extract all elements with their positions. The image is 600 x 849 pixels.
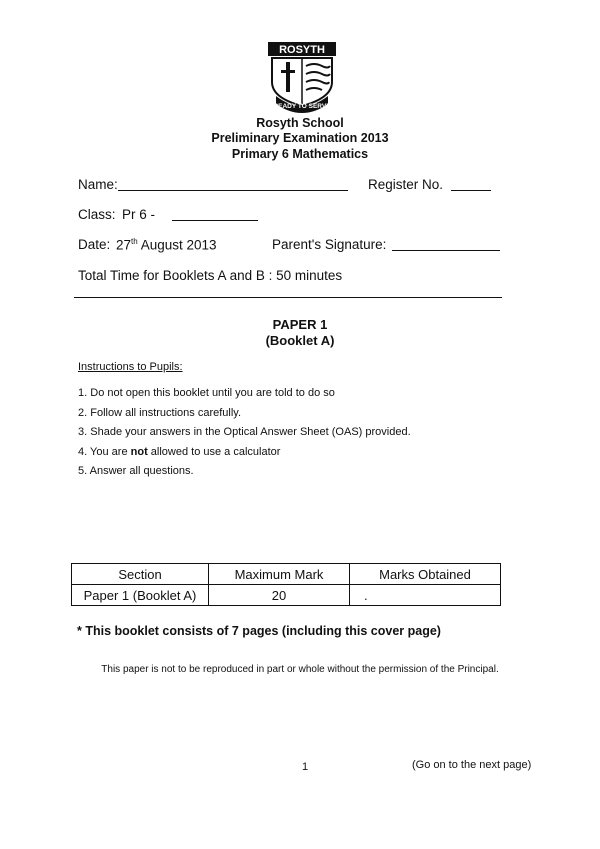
- header-marks-obtained: Marks Obtained: [350, 564, 501, 585]
- instruction-emphasis: not: [130, 445, 148, 458]
- cell-marks-obtained[interactable]: .: [350, 585, 501, 606]
- svg-text:READY TO SERVE: READY TO SERVE: [273, 103, 331, 110]
- register-no-label: Register No.: [368, 177, 444, 192]
- divider: [74, 297, 502, 298]
- instruction-item: [78, 465, 411, 485]
- name-label: Name:: [78, 177, 118, 192]
- date-value: [116, 237, 217, 253]
- cell-section: Paper 1 (Booklet A): [72, 585, 209, 606]
- instruction-item: [78, 407, 411, 427]
- instruction-item: [78, 387, 411, 407]
- date-rest: August 2013: [137, 237, 217, 253]
- class-label: Class:: [78, 207, 116, 222]
- date-label: Date:: [78, 237, 111, 252]
- header-section: Section: [72, 564, 209, 585]
- instruction-text: Shade your answers in the Optical Answer Sheet (OAS) provided.: [90, 426, 411, 438]
- cell-maximum-mark: 20: [209, 585, 350, 606]
- booklet-title: (Booklet A): [265, 333, 335, 348]
- exam-name: Preliminary Examination 2013: [211, 131, 389, 145]
- instruction-text: You are: [90, 445, 131, 458]
- instruction-text: Do not open this booklet until you are told to do so: [90, 387, 335, 399]
- school-name: Rosyth School: [256, 116, 344, 130]
- booklet-note: * This booklet consists of 7 pages (including this cover page): [77, 624, 441, 638]
- date-day: 27: [116, 237, 132, 253]
- instruction-item: [78, 426, 411, 446]
- paper-title: PAPER 1: [272, 317, 328, 332]
- instruction-number: 1.: [78, 387, 88, 399]
- total-time: Total Time for Booklets A and B : 50 minutes: [78, 268, 343, 283]
- table-row: [72, 585, 501, 606]
- instructions-heading: Instructions to Pupils:: [78, 361, 183, 373]
- instruction-item: [78, 446, 411, 466]
- go-on-note: (Go on to the next page): [412, 759, 532, 771]
- instruction-number: 5.: [78, 465, 88, 477]
- marks-table: [71, 563, 501, 606]
- date-suffix: th: [131, 237, 138, 246]
- parent-signature-field[interactable]: [392, 238, 500, 251]
- instruction-number: 4.: [78, 445, 88, 458]
- register-no-field[interactable]: [451, 178, 491, 191]
- instruction-text: allowed to use a calculator: [147, 445, 281, 458]
- school-crest-logo: [262, 40, 342, 115]
- table-header-row: [72, 564, 501, 585]
- header-maximum-mark: Maximum Mark: [209, 564, 350, 585]
- subject-title: Primary 6 Mathematics: [231, 147, 369, 161]
- class-field[interactable]: [172, 208, 258, 221]
- class-value: Pr 6 -: [122, 207, 156, 222]
- name-field[interactable]: [118, 178, 348, 191]
- copyright-notice: This paper is not to be reproduced in part or whole without the permission of the Principal.: [101, 664, 499, 675]
- page-number: 1: [302, 761, 309, 773]
- instructions-list: [78, 387, 411, 485]
- instruction-text: Answer all questions.: [89, 465, 194, 477]
- instruction-number: 2.: [78, 406, 88, 419]
- instruction-number: 3.: [78, 426, 88, 438]
- instruction-text: Follow all instructions carefully.: [90, 406, 242, 419]
- svg-text:ROSYTH: ROSYTH: [279, 44, 325, 56]
- parent-signature-label: Parent's Signature:: [272, 237, 387, 252]
